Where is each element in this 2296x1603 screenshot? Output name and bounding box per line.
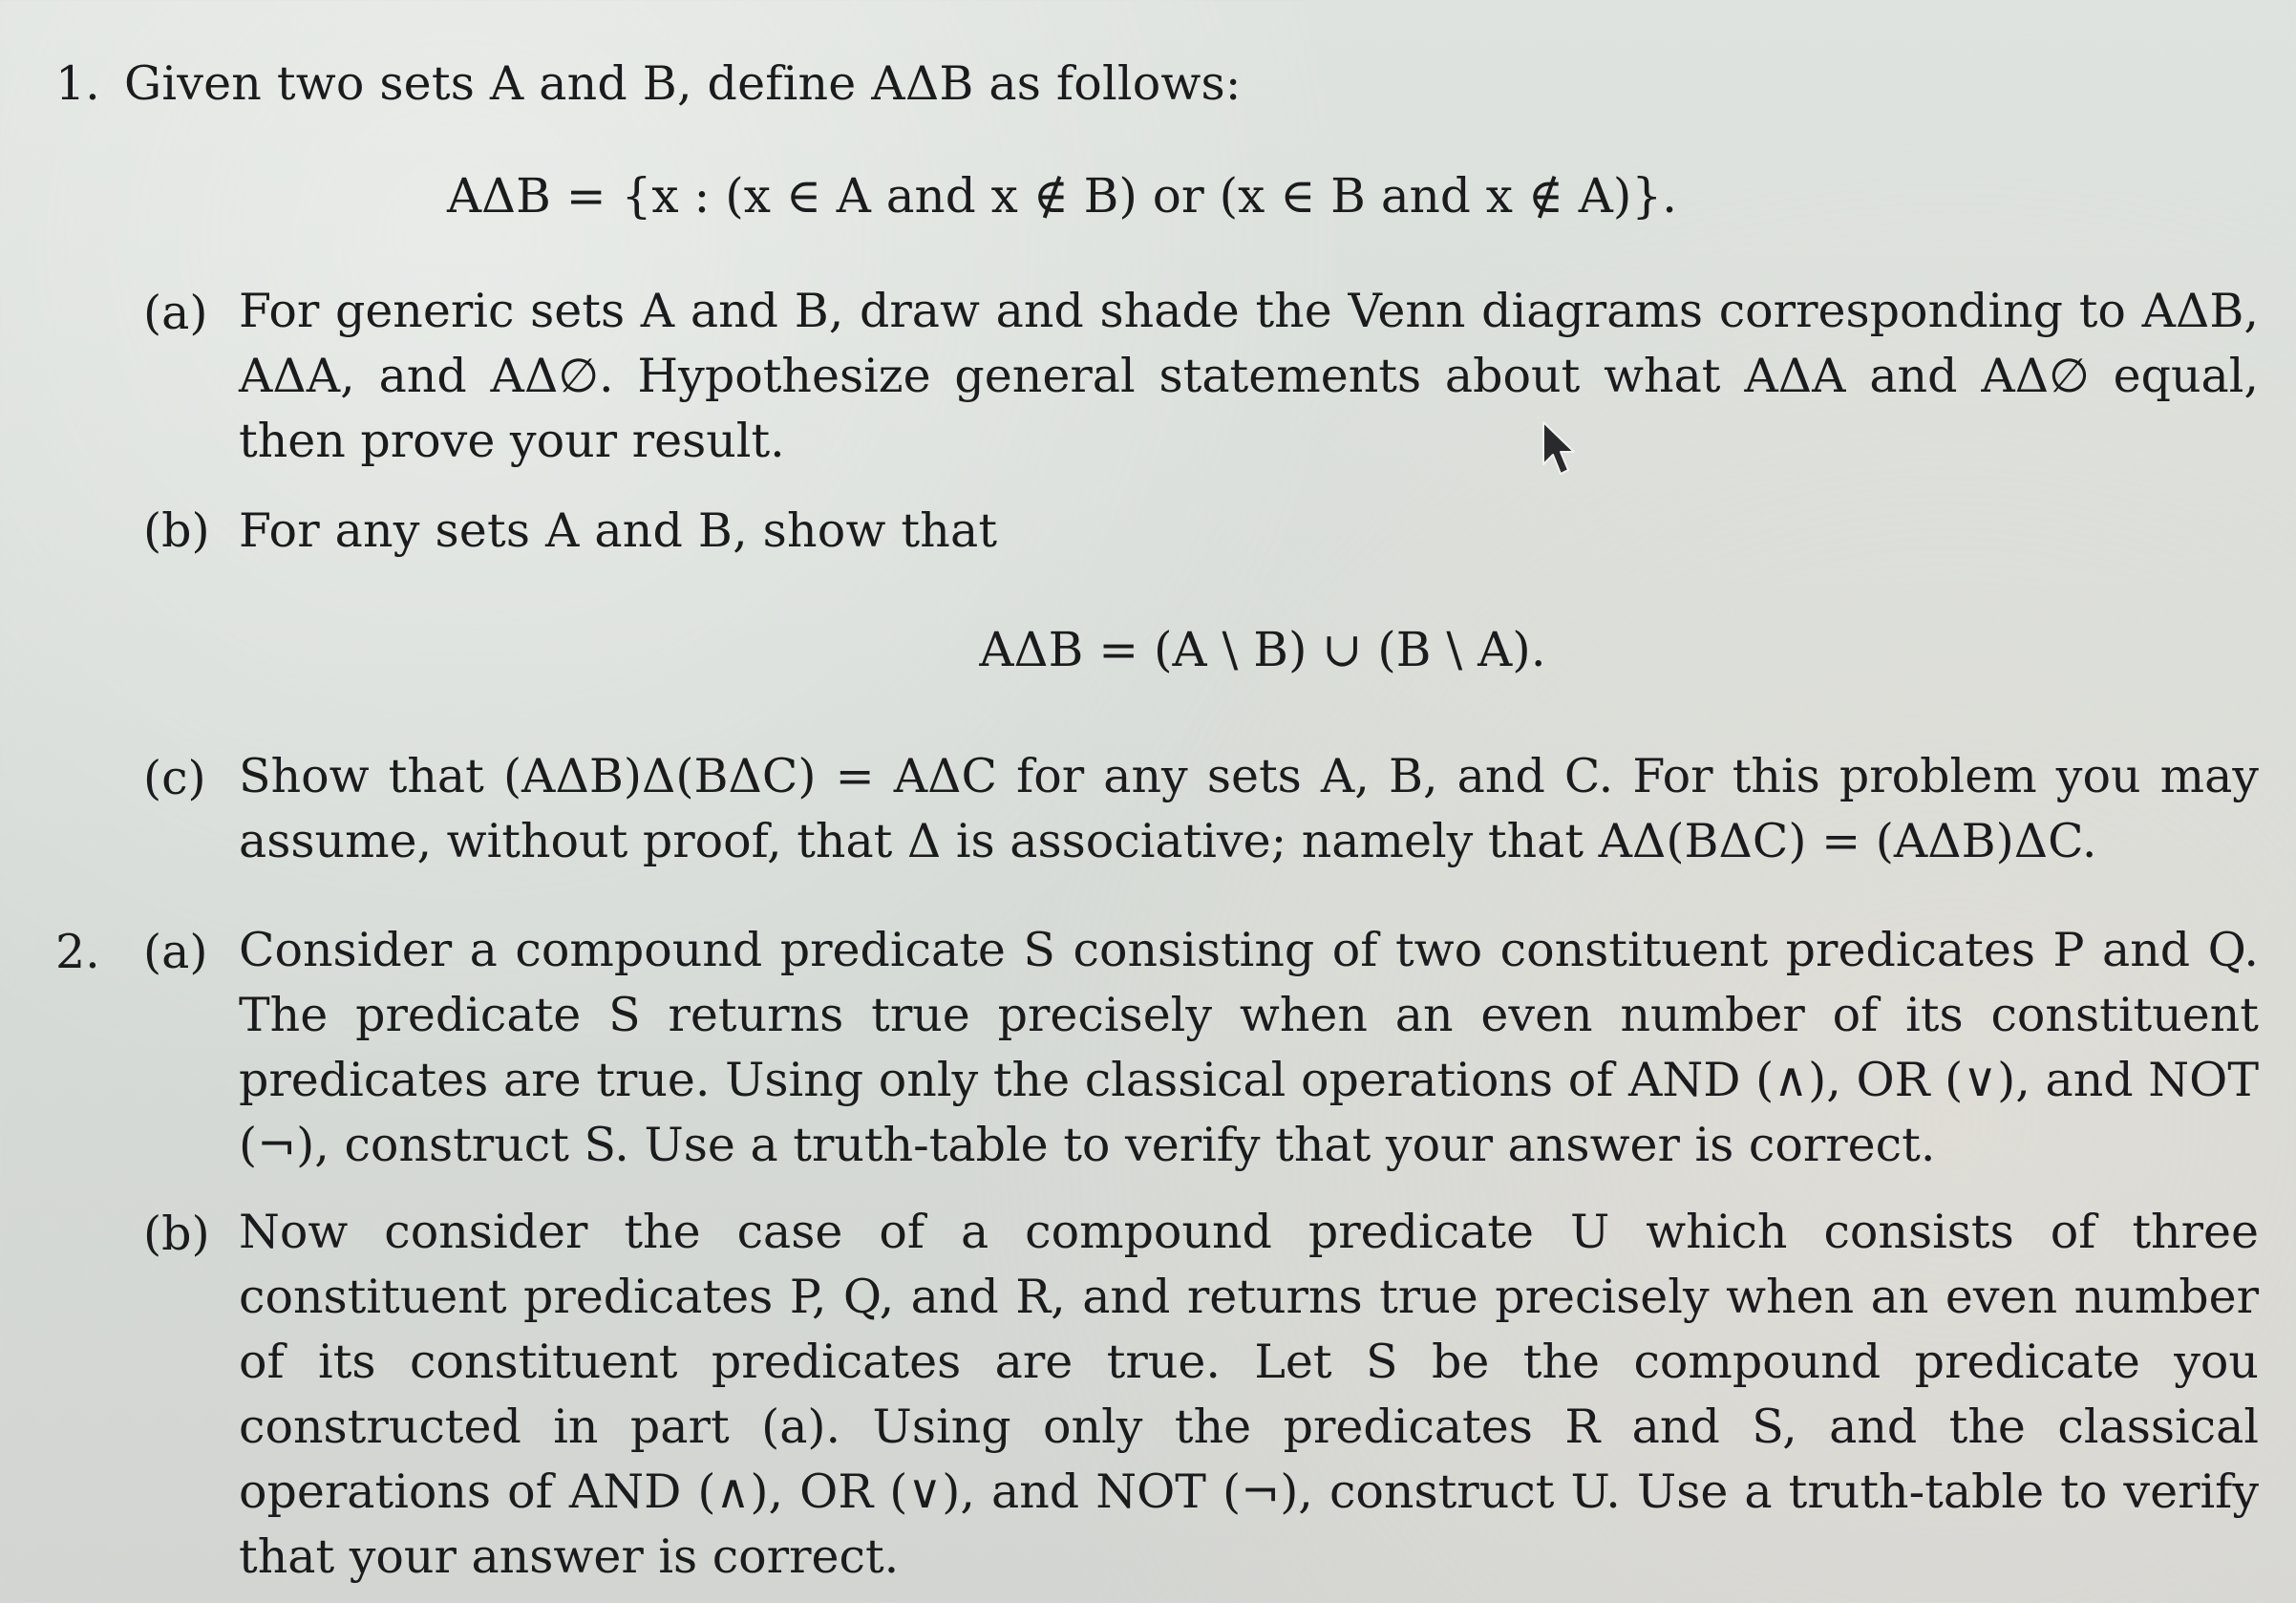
problem-2-number: 2. (55, 925, 100, 979)
problem-2b-text: Now consider the case of a compound predicate U which consists of three constituent predicates P, Q, and R, and returns true precisely when an even number of its constituent predicates are true. Let S be the compound predicate you constructed in part (a). Using only the predicates R and S, and the classical operations of AND (∧), OR (∨), and NOT (¬), construct U. Use a truth-table to verify that your answer is correct. (239, 1205, 2259, 1584)
mouse-pointer-icon (1540, 420, 1578, 478)
problem-1a-label: (a) (143, 286, 208, 340)
problem-1c-label: (c) (143, 751, 206, 805)
problem-1b-label: (b) (143, 503, 210, 558)
problem-1b-text: For any sets A and B, show that (239, 503, 998, 558)
problem-1-definition: AΔB = {x : (x ∈ A and x ∉ B) or (x ∈ B and x ∉ A)}. (446, 168, 1678, 224)
problem-1b-formula: AΔB = (A \ B) ∪ (B \ A). (979, 622, 1546, 677)
problem-2a-label: (a) (143, 925, 208, 979)
problem-1c-text: Show that (AΔB)Δ(BΔC) = AΔC for any sets A, B, and C. For this problem you may assume, without proof, that Δ is associative; namely that AΔ(BΔC) = (AΔB)ΔC. (239, 749, 2259, 868)
problem-2a-text: Consider a compound predicate S consisting of two constituent predicates P and Q. The predicate S returns true precisely when an even number of its constituent predicates are true. Using only the classical operations of AND (∧), OR (∨), and NOT (¬), construct S. Use a truth-table to verify that your answer is correct. (239, 923, 2259, 1172)
problem-1-number: 1. (55, 56, 100, 111)
problem-2b-label: (b) (143, 1207, 210, 1261)
problem-1-intro: Given two sets A and B, define AΔB as follows: (124, 56, 1242, 111)
problem-1a-text: For generic sets A and B, draw and shade the Venn diagrams corresponding to AΔB, AΔA, and AΔ∅. Hypothesize general statements about what AΔA and AΔ∅ equal, then prove your result. (239, 284, 2259, 468)
